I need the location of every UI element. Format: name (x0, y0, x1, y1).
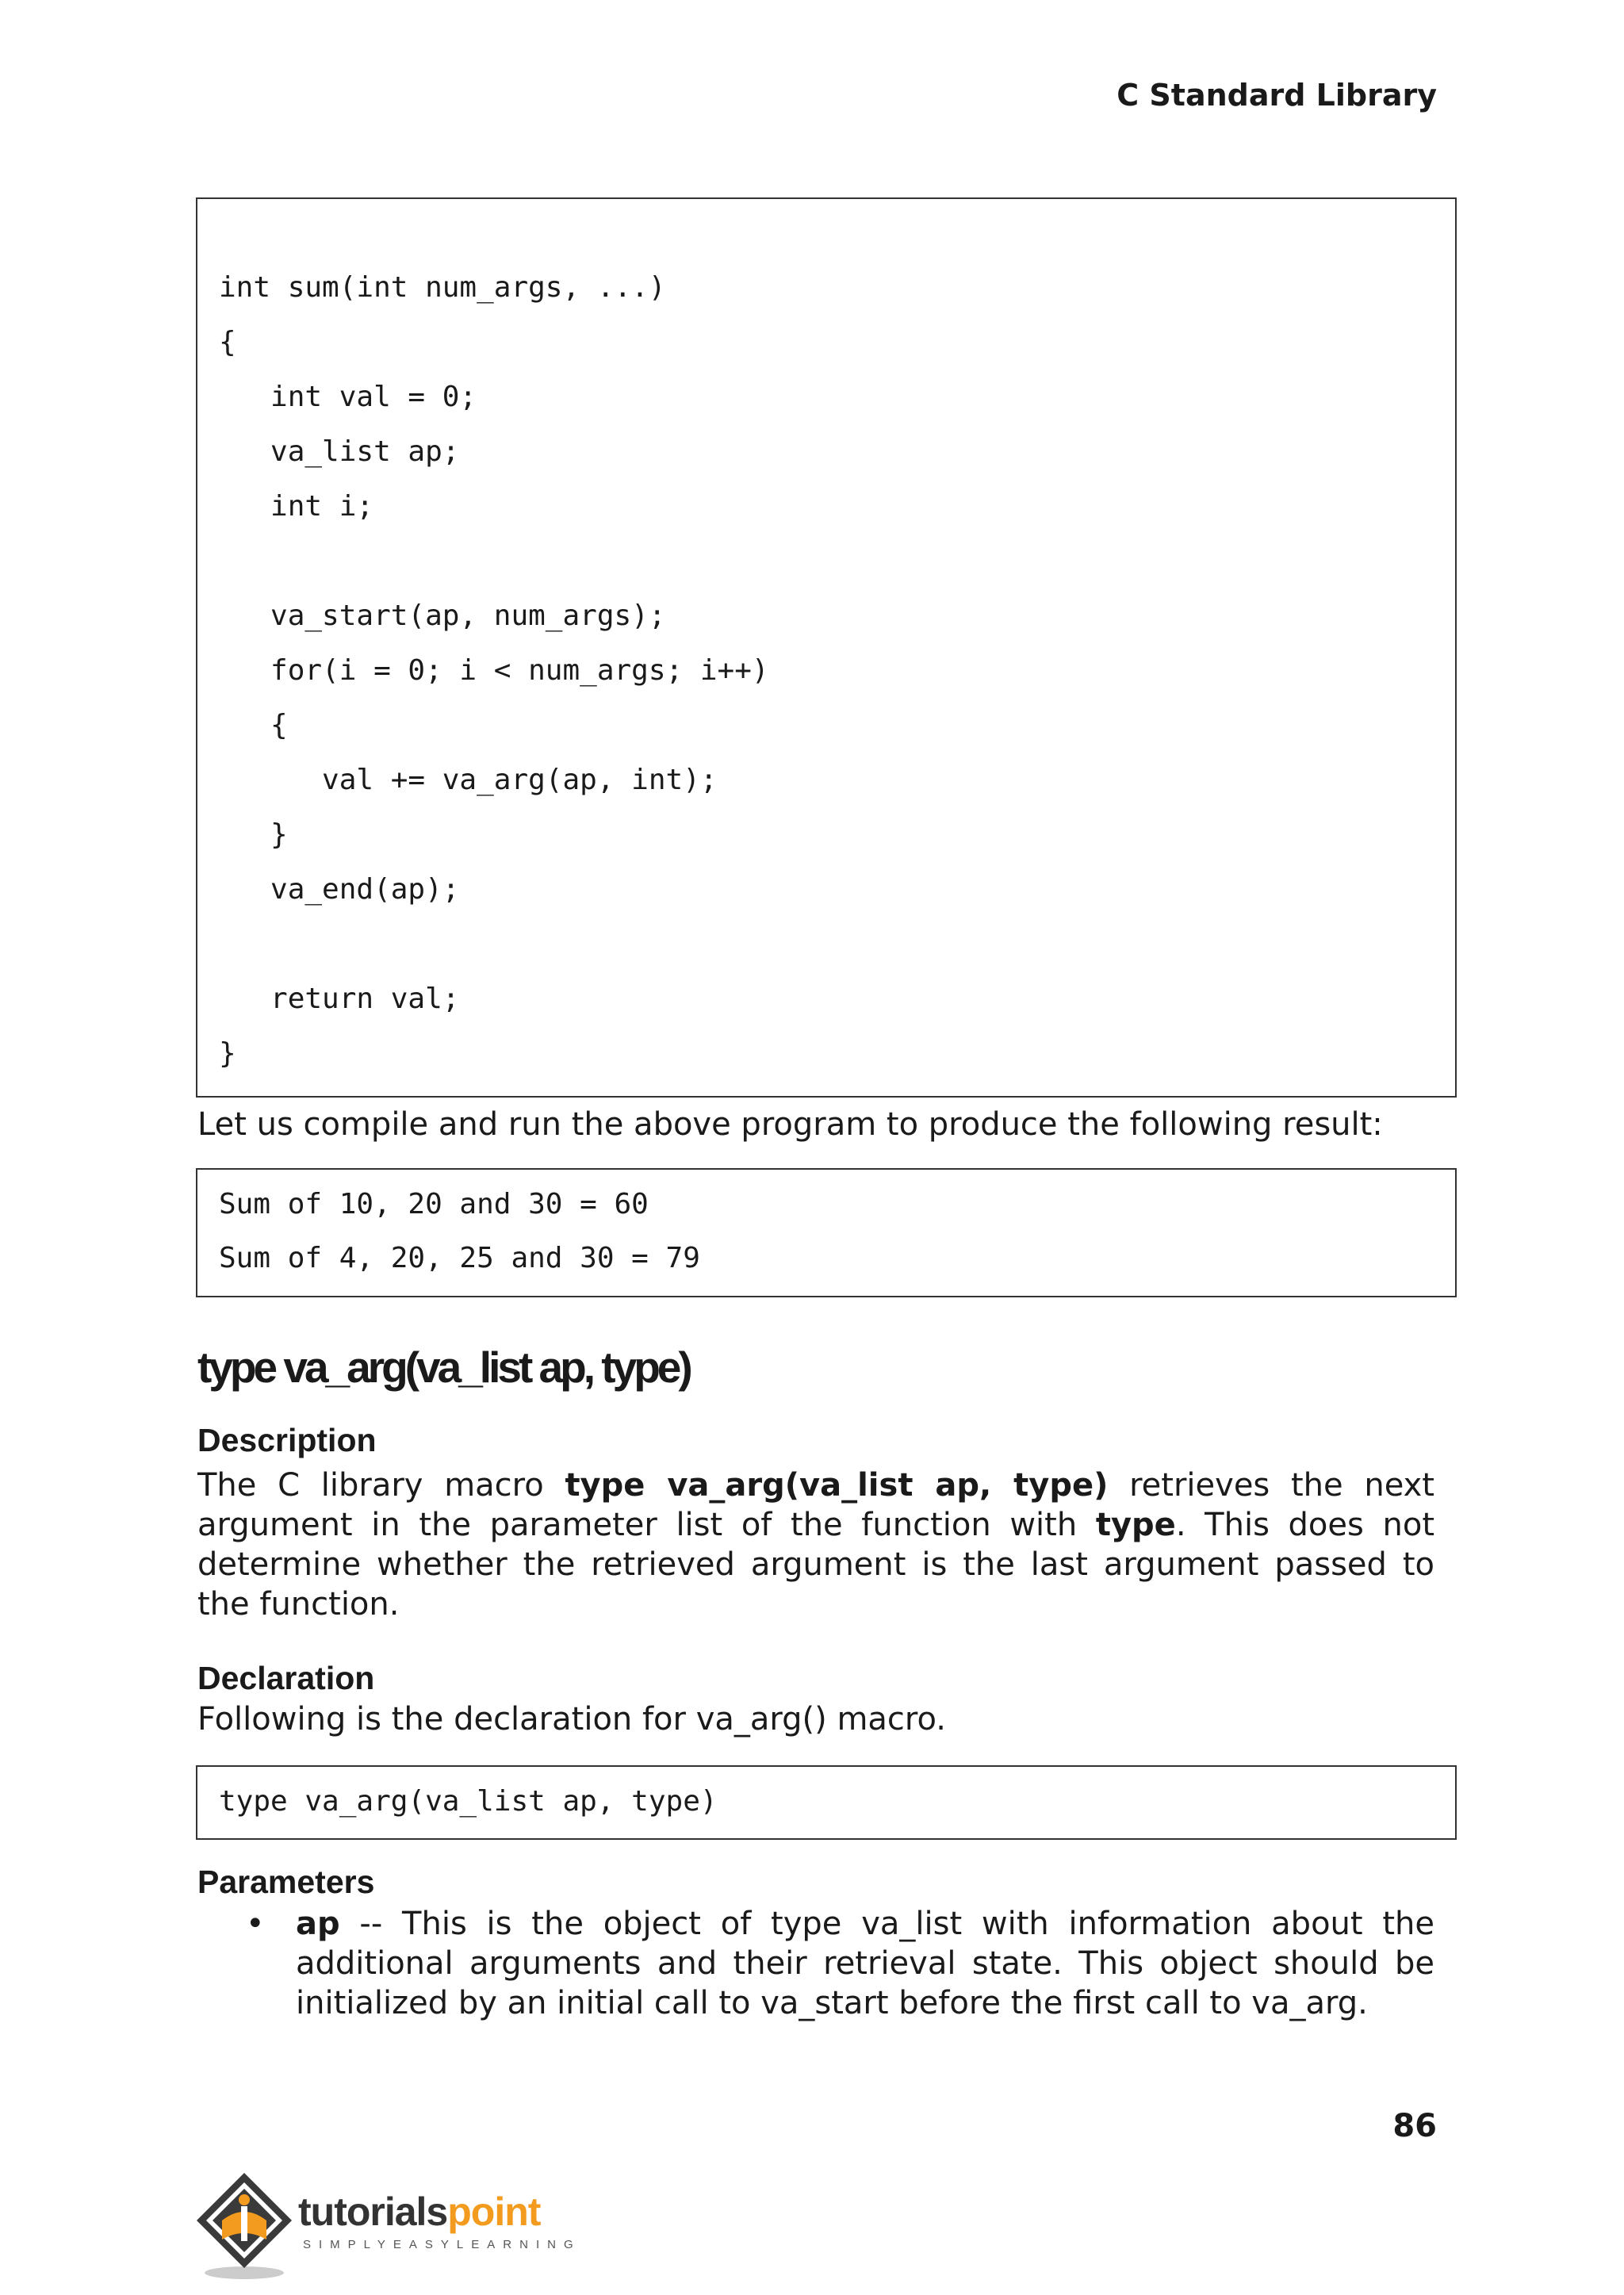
section-title: type va_arg(va_list ap, type) (197, 1343, 690, 1392)
code-line: va_start(ap, num_args); (219, 600, 666, 632)
description-text: . This does not determine whether the retrieved argument is the last argument passed to the function. (197, 1507, 1435, 1623)
code-block-declaration (196, 1765, 1457, 1840)
code-line: } (219, 1037, 236, 1070)
description-heading: Description (197, 1422, 377, 1458)
logo-emblem-icon (193, 2171, 297, 2282)
logo-word-tutorials: tutorials (298, 2190, 448, 2234)
description-bold-type: type (1095, 1507, 1176, 1543)
code-line: val += va_arg(ap, int); (219, 764, 718, 796)
description-bold-signature: type va_arg(va_list ap, type) (565, 1467, 1109, 1504)
code-line: va_end(ap); (219, 873, 460, 906)
parameter-name: ap (296, 1906, 340, 1942)
logo-word-point: point (447, 2190, 541, 2234)
parameter-description: -- This is the object of type va_list with information about the additional arguments and their retrieval state. This object should be initialized by an initial call to va_start before the first call to va_arg. (296, 1906, 1434, 2021)
declaration-text: Following is the declaration for va_arg() macro. (197, 1701, 946, 1738)
code-line: int val = 0; (219, 381, 477, 413)
code-line: int sum(int num_args, ...) (219, 271, 666, 304)
code-line: { (219, 326, 236, 358)
logo-tagline: SIMPLYEASYLEARNING (303, 2238, 581, 2251)
page-number: 86 (1392, 2108, 1437, 2144)
code-block-output (196, 1168, 1457, 1297)
running-header: C Standard Library (1116, 78, 1437, 113)
output-line: Sum of 4, 20, 25 and 30 = 79 (219, 1242, 700, 1274)
code-line: { (219, 709, 288, 741)
description-paragraph (197, 1466, 1434, 1624)
code-line: } (219, 818, 288, 851)
code-line: int i; (219, 490, 374, 523)
code-line: for(i = 0; i < num_args; i++) (219, 654, 769, 687)
code-line: return val; (219, 983, 460, 1015)
output-line: Sum of 10, 20 and 30 = 60 (219, 1188, 649, 1220)
bullet-icon: • (246, 1906, 265, 1942)
parameter-item (296, 1904, 1434, 2023)
tutorialspoint-logo (193, 2171, 581, 2282)
parameters-heading: Parameters (197, 1864, 375, 1900)
code-line: va_list ap; (219, 435, 460, 468)
declaration-heading: Declaration (197, 1660, 375, 1696)
description-text: The C library macro (197, 1467, 565, 1504)
compile-instruction: Let us compile and run the above program to produce the following result: (197, 1106, 1383, 1143)
description-text: retrieves the next argument in the parameter list of the function with (197, 1467, 1434, 1543)
declaration-code-line: type va_arg(va_list ap, type) (219, 1785, 718, 1818)
logo-wordmark (298, 2189, 540, 2235)
code-block-sum-function (196, 197, 1457, 1098)
